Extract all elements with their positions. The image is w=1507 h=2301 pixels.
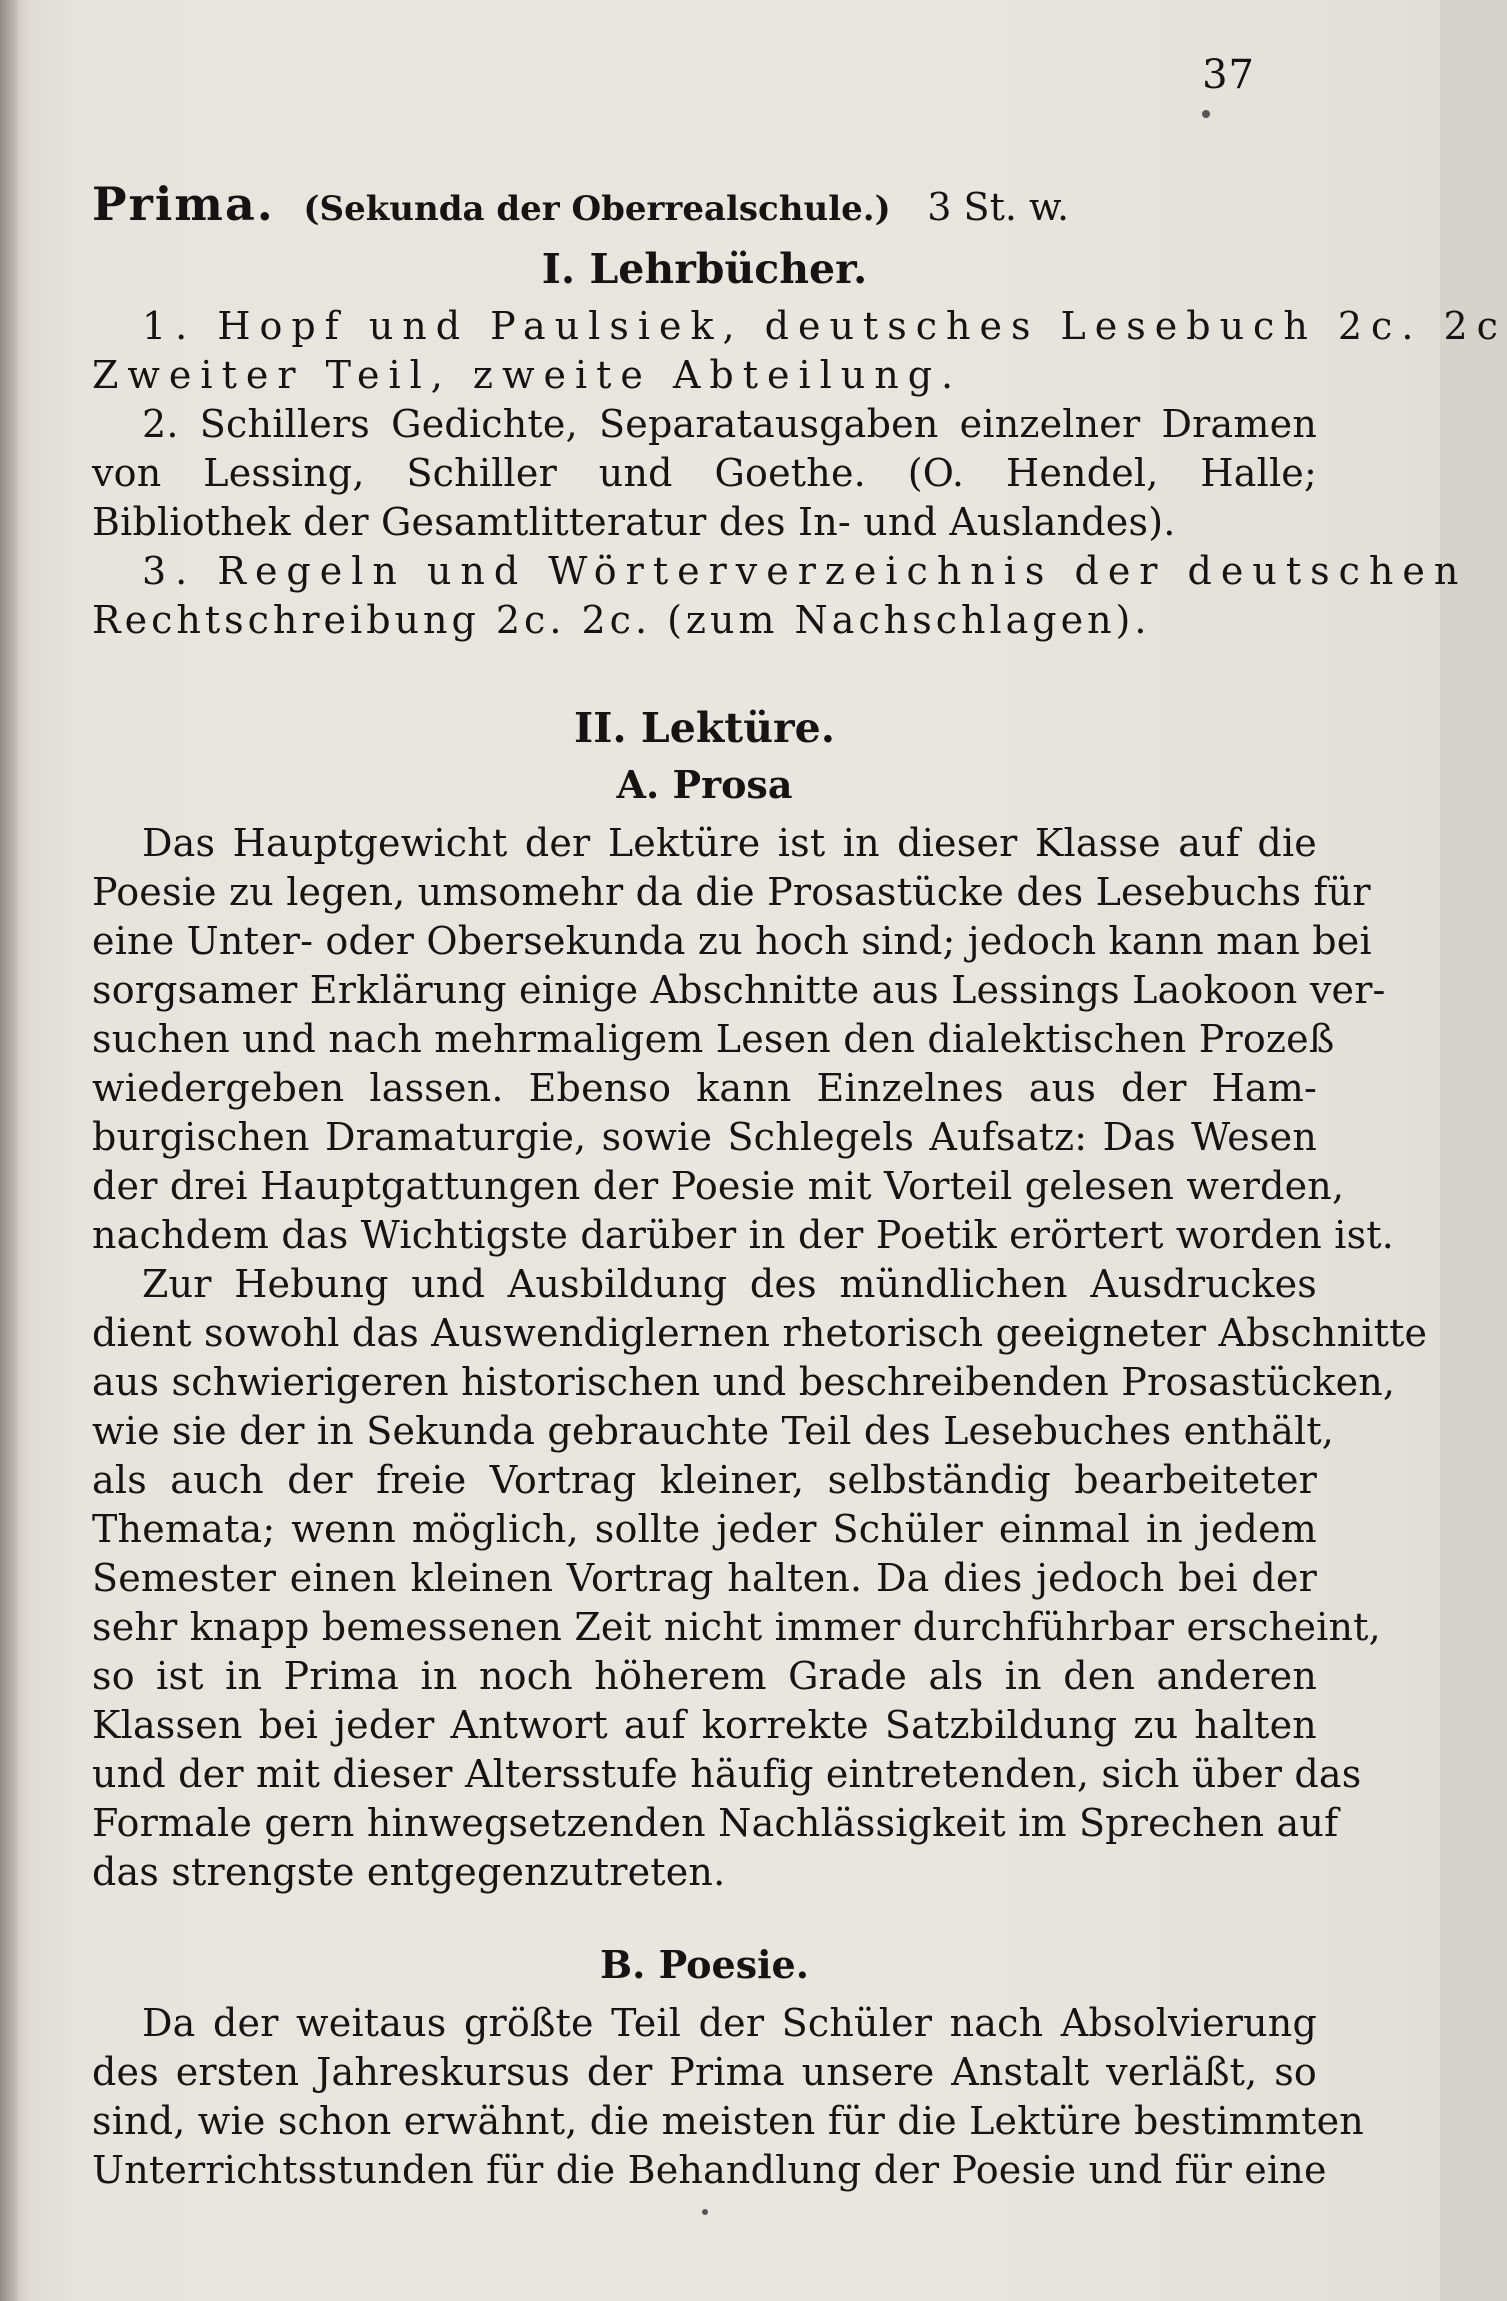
page-number: 37	[1202, 52, 1255, 98]
text-line: aus schwierigeren historischen und beschreibenden Prosastücken,	[92, 1360, 1396, 1404]
text-line: als auch der freie Vortrag kleiner, selbständig bearbeiteter	[92, 1458, 1317, 1502]
textbook-line: von Lessing, Schiller und Goethe. (O. Hendel, Halle;	[92, 451, 1317, 495]
text-line: Themata; wenn möglich, sollte jeder Schüler einmal in jedem	[92, 1507, 1317, 1551]
textbook-line: Bibliothek der Gesamtlitteratur des In- und Auslandes).	[92, 500, 1176, 544]
section-title-reading: II. Lektüre.	[574, 704, 835, 752]
print-speck	[702, 2209, 708, 2215]
subsection-title-prose: A. Prosa	[616, 762, 793, 807]
text-line: so ist in Prima in noch höherem Grade als in den anderen	[92, 1654, 1317, 1698]
text-line: Zur Hebung und Ausbildung des mündlichen Ausdruckes	[142, 1262, 1317, 1306]
text-line: Unterrichtsstunden für die Behandlung der Poesie und für eine	[92, 2148, 1327, 2192]
text-line: sind, wie schon erwähnt, die meisten für die Lektüre bestimmten	[92, 2099, 1364, 2143]
textbook-list	[92, 302, 1507, 645]
text-line: Klassen bei jeder Antwort auf korrekte Satzbildung zu halten	[92, 1703, 1317, 1747]
section-title-textbooks: I. Lehrbücher.	[541, 245, 868, 293]
class-subtitle: (Sekunda der Oberrealschule.)	[303, 189, 891, 229]
paragraph-prose-1	[92, 819, 1395, 1260]
class-heading	[92, 178, 1317, 230]
text-line: sorgsamer Erklärung einige Abschnitte aus Lessings Laokoon ver-	[92, 968, 1386, 1012]
textbook-line: 2. Schillers Gedichte, Separatausgaben einzelner Dramen	[142, 402, 1317, 446]
text-line: wie sie der in Sekunda gebrauchte Teil des Lesebuches enthält,	[92, 1409, 1335, 1453]
subsection-title-poetry: B. Poesie.	[600, 1942, 809, 1987]
weekly-hours: 3 St. w.	[927, 185, 1070, 229]
text-line: Poesie zu legen, umsomehr da die Prosastücke des Lesebuchs für	[92, 870, 1371, 914]
text-line: burgischen Dramaturgie, sowie Schlegels Aufsatz: Das Wesen	[92, 1115, 1317, 1159]
text-line: Da der weitaus größte Teil der Schüler nach Absolvierung	[142, 2001, 1317, 2045]
textbook-line: 1. Hopf und Paulsiek, deutsches Lesebuch 2c. 2c	[142, 304, 1507, 348]
class-title: Prima.	[92, 177, 275, 231]
text-line: Formale gern hinwegsetzenden Nachlässigkeit im Sprechen auf	[92, 1801, 1339, 1845]
text-line: Das Hauptgewicht der Lektüre ist in dieser Klasse auf die	[142, 821, 1317, 865]
textbook-line: Rechtschreibung 2c. 2c. (zum Nachschlagen).	[92, 598, 1151, 642]
book-spine-shadow	[0, 0, 18, 2301]
text-line: das strengste entgegenzutreten.	[92, 1850, 726, 1894]
text-line: eine Unter- oder Obersekunda zu hoch sind; jedoch kann man bei	[92, 919, 1372, 963]
text-line: und der mit dieser Altersstufe häufig eintretenden, sich über das	[92, 1752, 1362, 1796]
text-line: nachdem das Wichtigste darüber in der Poetik erörtert worden ist.	[92, 1213, 1395, 1257]
text-line: dient sowohl das Auswendiglernen rhetorisch geeigneter Abschnitte	[92, 1311, 1428, 1355]
text-line: Semester einen kleinen Vortrag halten. Da dies jedoch bei der	[92, 1556, 1317, 1600]
text-line: wiedergeben lassen. Ebenso kann Einzelnes aus der Ham-	[92, 1066, 1317, 1110]
text-line: suchen und nach mehrmaligem Lesen den dialektischen Prozeß	[92, 1017, 1335, 1061]
text-line: sehr knapp bemessenen Zeit nicht immer durchführbar erscheint,	[92, 1605, 1381, 1649]
page-body	[92, 177, 1507, 2195]
paragraph-poetry-1	[92, 1999, 1364, 2195]
text-line: des ersten Jahreskursus der Prima unsere Anstalt verläßt, so	[92, 2050, 1317, 2094]
paragraph-prose-2	[92, 1260, 1428, 1897]
textbook-line: 3. Regeln und Wörterverzeichnis der deutschen	[142, 549, 1468, 593]
textbook-line: Zweiter Teil, zweite Abteilung.	[92, 353, 963, 397]
print-speck	[1202, 110, 1210, 118]
text-line: der drei Hauptgattungen der Poesie mit Vorteil gelesen werden,	[92, 1164, 1345, 1208]
